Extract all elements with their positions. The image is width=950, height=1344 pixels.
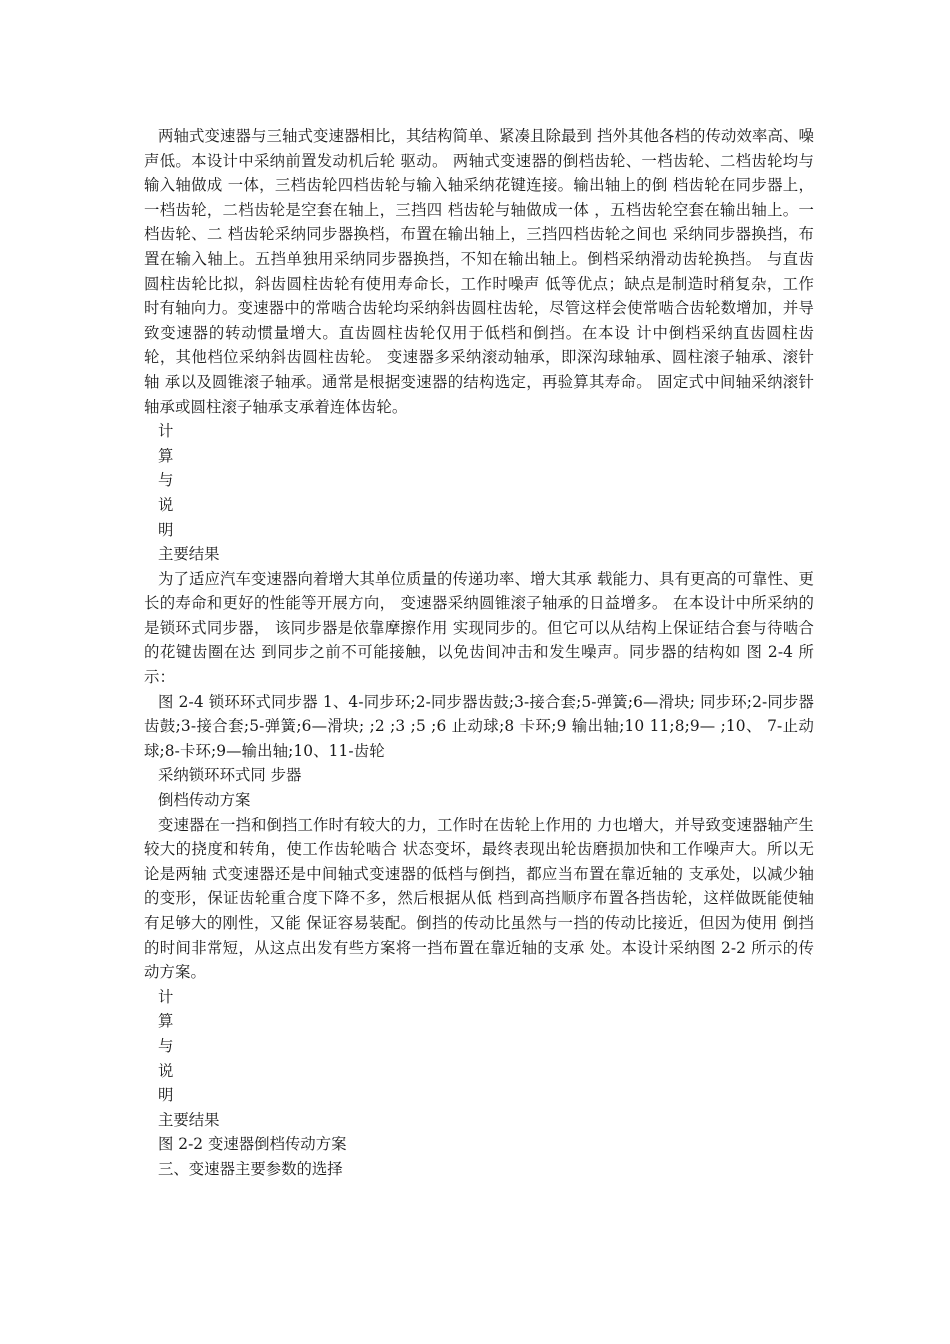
vertical-label-char: 算 xyxy=(158,1012,174,1031)
document-body xyxy=(144,124,814,1182)
vertical-label-char: 说 xyxy=(158,1061,174,1080)
vertical-label-char: 明 xyxy=(158,1086,174,1105)
vertical-label-char: 与 xyxy=(158,1036,174,1055)
main-results-label: 主要结果 xyxy=(158,545,220,564)
vertical-label-char: 明 xyxy=(158,520,174,539)
vertical-label-char: 与 xyxy=(158,471,174,490)
section-heading-parameters: 三、变速器主要参数的选择 xyxy=(158,1159,343,1178)
figure-caption-2-2: 图 2-2 变速器倒档传动方案 xyxy=(158,1135,347,1154)
vertical-label-char: 算 xyxy=(158,446,174,465)
figure-caption-2-4: 图 2-4 锁环环式同步器 1、4-同步环;2-同步器齿鼓;3-接合套;5-弹簧;6—滑块; 同步环;2-同步器齿鼓;3-接合套;5-弹簧;6—滑块; ;2 ;3 ;5 ;6 止动球;8 卡环;9 输出轴;10 11;8;9— ;10、 7-止动球;8-卡环;9—输出轴;10、11-齿轮 xyxy=(144,692,814,760)
vertical-label-char: 说 xyxy=(158,495,174,514)
paragraph-synchronizer: 为了适应汽车变速器向着增大其单位质量的传递功率、增大其承 载能力、具有更高的可靠性、更长的寿命和更好的性能等开展方向， 变速器采纳圆锥滚子轴承的日益增多。 在本设计中所采纳的是锁环式同步器， 该同步器是依靠摩擦作用 实现同步的。但它可以从结构上保证结合套与待啮合的花键齿圈在达 到同步之前不可能接触，以免齿间冲击和发生噪声。同步器的结构如 图 2-4 所示： xyxy=(144,569,814,687)
vertical-label-char: 计 xyxy=(158,422,174,441)
section-heading-reverse-gear: 倒档传动方案 xyxy=(158,791,251,810)
paragraph-reverse-gear: 变速器在一挡和倒挡工作时有较大的力，工作时在齿轮上作用的 力也增大，并导致变速器轴产生较大的挠度和转角，使工作齿轮啮合 状态变坏，最终表现出轮齿磨损加快和工作噪声大。所以无论是两轴 式变速器还是中间轴式变速器的低档与倒挡，都应当布置在靠近轴的 支承处，以减少轴的变形，保证齿轮重合度下降不多，然后根据从低 档到高挡顺序布置各挡齿轮，这样做既能使轴有足够大的刚性，又能 保证容易装配。倒挡的传动比虽然与一挡的传动比接近，但因为使用 倒挡的时间非常短，从这点出发有些方案将一挡布置在靠近轴的支承 处。本设计采纳图 2-2 所示的传动方案。 xyxy=(144,815,814,982)
synchronizer-note: 采纳锁环环式同 步器 xyxy=(158,766,302,785)
paragraph-transmission-overview: 两轴式变速器与三轴式变速器相比，其结构简单、紧凑且除最到 挡外其他各档的传动效率高、噪声低。本设计中采纳前置发动机后轮 驱动。 两轴式变速器的倒档齿轮、一档齿轮、二档齿轮均与输入轴做成 一体，三档齿轮四档齿轮与输入轴采纳花键连接。输出轴上的倒 档齿轮在同步器上，一档齿轮，二档齿轮是空套在轴上，三挡四 档齿轮与轴做成一体 ，五档齿轮空套在输出轴上。一档齿轮、二 档齿轮采纳同步器换档，布置在输出轴上，三挡四档齿轮之间也 采纳同步器换挡，布置在输入轴上。五挡单独用采纳同步器换挡，不知在输出轴上。倒档采纳滑动齿轮换挡。 与直齿圆柱齿轮比拟，斜齿圆柱齿轮有使用寿命长，工作时噪声 低等优点；缺点是制造时稍复杂，工作时有轴向力。变速器中的常啮合齿轮均采纳斜齿圆柱齿轮，尽管这样会使常啮合齿轮数增加，并导 致变速器的转动惯量增大。直齿圆柱齿轮仅用于低档和倒挡。在本设 计中倒档采纳直齿圆柱齿轮，其他档位采纳斜齿圆柱齿轮。 变速器多采纳滚动轴承，即深沟球轴承、圆柱滚子轴承、滚针轴 承以及圆锥滚子轴承。通常是根据变速器的结构选定，再验算其寿命。 固定式中间轴采纳滚针轴承或圆柱滚子轴承支承着连体齿轮。 xyxy=(144,127,814,416)
vertical-label-char: 计 xyxy=(158,987,174,1006)
main-results-label: 主要结果 xyxy=(158,1110,220,1129)
